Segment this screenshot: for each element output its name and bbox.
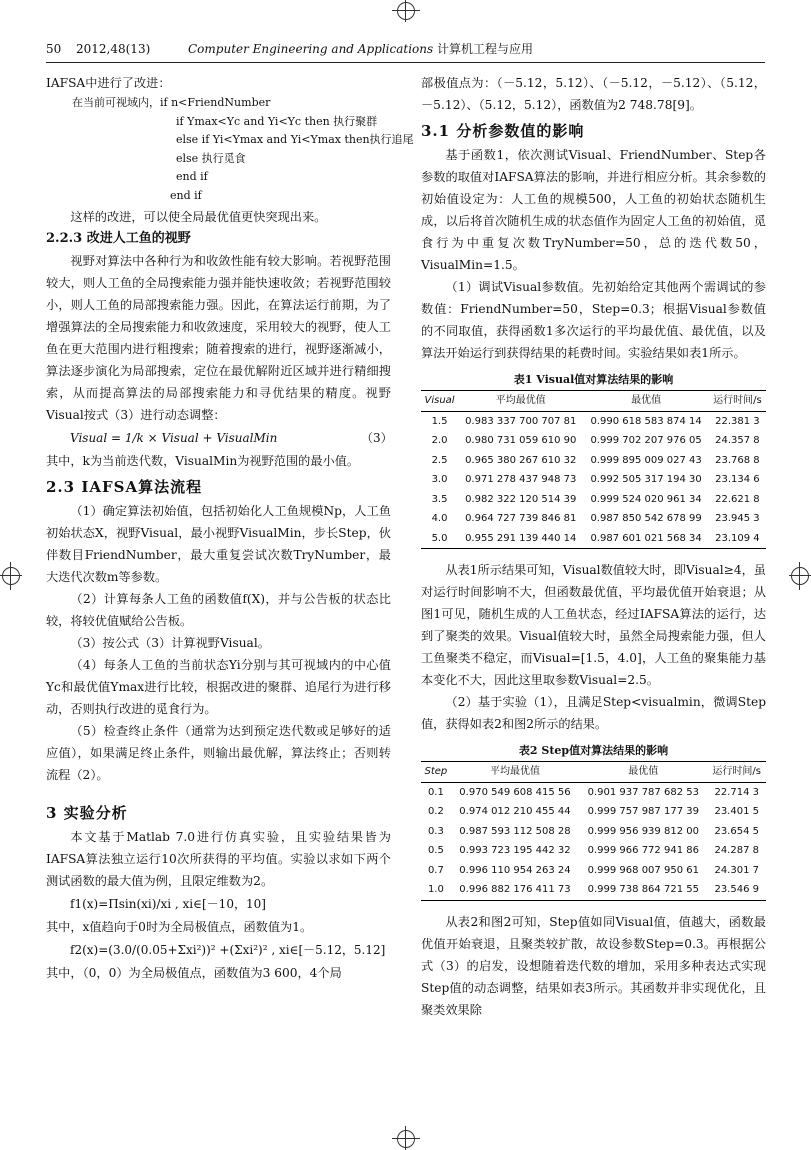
table-cell: 23.654 5 bbox=[714, 825, 759, 837]
volume-issue: 2012,48(13) bbox=[76, 42, 151, 56]
paragraph: 从表1所示结果可知，Visual数值较大时，即Visual≥4，虽对运行时间影响不大，但函数最优值，平均最优值开始衰退；从图1可见，随机生成的人工鱼状态，经过IAFSA算法的运行，达到了聚类的效果。Visual值较大时，虽然全局搜索能力强，但人工鱼聚类不稳定，而Visual=[1.5，4.0]，人工鱼的聚集能力基本变化不大，因此这里取参数Visual=2.5。 bbox=[421, 563, 766, 687]
equation-3 bbox=[46, 426, 391, 450]
journal-title-cn: 计算机工程与应用 bbox=[436, 42, 533, 56]
table-row bbox=[421, 861, 766, 881]
table-cell: 0.992 505 317 194 30 bbox=[590, 474, 702, 485]
table-cell: 24.357 8 bbox=[715, 435, 760, 446]
table-1 bbox=[421, 390, 766, 549]
table-header: 平均最优值 bbox=[451, 762, 579, 783]
table-cell: 0.990 618 583 874 14 bbox=[590, 415, 702, 427]
page-number: 50 bbox=[46, 42, 62, 56]
function-2: f2(x)=(3.0/(0.05+Σxi²))² +(Σxi²)² , xi∈[－5.12，5.12] bbox=[70, 942, 386, 957]
table-row bbox=[421, 451, 766, 471]
step-1: （1）确定算法初始值，包括初始化人工鱼规模Np，人工鱼初始状态X，视野Visual，最小视野VisualMin，步长Step，伙伴数目FriendNumber，最大重复尝试次数TryNumber，最大迭代次数m等参数。 bbox=[46, 503, 391, 584]
step-5: （5）检查终止条件（通常为达到预定迭代数或足够好的适应值），如果满足终止条件，则输出最优解，算法终止；否则转流程（2）。 bbox=[46, 723, 391, 782]
table-cell: 0.999 738 864 721 55 bbox=[579, 880, 707, 900]
table-row bbox=[421, 880, 766, 900]
table-cell: 0.955 291 139 440 14 bbox=[458, 529, 583, 549]
table-cell: 23.401 5 bbox=[714, 806, 759, 817]
section-heading-3: 3 实验分析 bbox=[46, 803, 128, 822]
table-row bbox=[421, 411, 766, 431]
table-cell: 24.301 7 bbox=[714, 864, 759, 876]
function-1: f1(x)=Πsin(xi)/xi , xi∈[－10，10] bbox=[70, 896, 266, 911]
equation-number: （3） bbox=[361, 430, 393, 445]
table-row bbox=[421, 431, 766, 451]
table-row bbox=[421, 509, 766, 529]
table-cell: 23.945 3 bbox=[715, 513, 760, 524]
table-cell: 0.999 702 207 976 05 bbox=[590, 435, 702, 446]
table-cell: 0.982 322 120 514 39 bbox=[465, 493, 577, 505]
table-header: 运行时间/s bbox=[709, 391, 766, 412]
journal-title-en: Computer Engineering and Applications bbox=[188, 42, 434, 56]
table-cell: 0.964 727 739 846 81 bbox=[465, 513, 577, 524]
table-cell: 0.965 380 267 610 32 bbox=[465, 454, 577, 466]
table-row bbox=[421, 782, 766, 802]
equation-body: Visual = 1/k × Visual + VisualMin bbox=[70, 430, 278, 445]
table-cell: 0.999 956 939 812 00 bbox=[587, 825, 699, 837]
table-cell: 1.0 bbox=[421, 880, 451, 900]
code-line: end if bbox=[176, 170, 208, 184]
table-cell: 23.546 9 bbox=[707, 880, 766, 900]
table-row bbox=[421, 490, 766, 510]
code-line: end if bbox=[170, 188, 202, 202]
code-line: if Ymax<Yc and Yi<Yc then 执行聚群 bbox=[176, 114, 378, 128]
table-row bbox=[421, 841, 766, 861]
paragraph: 其中，x值趋向于0时为全局极值点，函数值为1。 bbox=[46, 919, 313, 934]
table-cell: 0.971 278 437 948 73 bbox=[465, 474, 577, 485]
table-cell: 4.0 bbox=[431, 513, 448, 524]
table-cell: 0.901 937 787 682 53 bbox=[587, 786, 699, 798]
table-cell: 0.999 966 772 941 86 bbox=[587, 845, 699, 856]
table-row bbox=[421, 802, 766, 822]
registration-mark-left bbox=[0, 562, 22, 590]
table-header: Visual bbox=[421, 391, 458, 412]
table-cell: 23.134 6 bbox=[715, 474, 760, 485]
paragraph: 其中，（0，0）为全局极值点，函数值为3 600，4个局 bbox=[46, 965, 342, 980]
table-cell: 0.987 601 021 568 34 bbox=[583, 529, 708, 549]
table-cell: 3.0 bbox=[431, 474, 448, 485]
paragraph: 本文基于Matlab 7.0进行仿真实验，且实验结果皆为IAFSA算法独立运行10次所获得的平均值。实验以求如下两个测试函数的最大值为例，且限定维数为2。 bbox=[46, 829, 391, 888]
table-cell: 0.999 968 007 950 61 bbox=[587, 864, 699, 876]
table-header: 最优值 bbox=[583, 391, 708, 412]
paragraph: 从表2和图2可知，Step值如同Visual值，值越大，函数最优值开始衰退，且聚类较扩散，故设参数Step=0.3。再根据公式（3）的启发，设想随着迭代数的增加，采用多种表达式实现Step值的动态调整，结果如表3所示。其函数并非实现优化，且聚类效果除 bbox=[421, 914, 766, 1017]
table-header: Step bbox=[421, 762, 451, 783]
table-cell: 22.621 8 bbox=[715, 493, 760, 505]
table-header: 平均最优值 bbox=[458, 391, 583, 412]
table-cell: 0.999 757 987 177 39 bbox=[587, 806, 699, 817]
journal-title bbox=[188, 40, 765, 58]
paragraph: 其中，k为当前迭代数，VisualMin为视野范围的最小值。 bbox=[46, 453, 360, 468]
table-cell: 0.996 110 954 263 24 bbox=[459, 864, 571, 876]
table-cell: 0.3 bbox=[427, 825, 444, 837]
table-header: 最优值 bbox=[579, 762, 707, 783]
paragraph: 基于函数1，依次测试Visual、FriendNumber、Step各参数的取值对IAFSA算法的影响，并进行相应分析。其余参数的初始值设定为：人工鱼的规模500，人工鱼的初始状态随机生成，以后将首次随机生成的状态值作为固定人工鱼的初始值，觅食行为中重复次数TryNumber=50，总的迭代数50，VisualMin=1.5。 bbox=[421, 148, 766, 272]
table-cell: 0.980 731 059 610 90 bbox=[465, 435, 577, 446]
table-row bbox=[421, 470, 766, 490]
paragraph: 视野对算法中各种行为和收敛性能有较大影响。若视野范围较大，则人工鱼的全局搜索能力强并能快速收敛；若视野范围较小，则人工鱼的局部搜索能力强。因此，在算法运行前期，为了增强算法的全局搜索能力和收敛速度，采用较大的视野，使人工鱼在更大范围内进行粗搜索；随着搜索的进行，视野逐渐减小，算法逐步演化为局部搜索，定位在最优解附近区域并进行精细搜索，从而提高算法的局部搜索能力和寻优结果的精度。视野Visual按式（3）进行动态调整： bbox=[46, 253, 391, 422]
table-cell: 0.987 850 542 678 99 bbox=[590, 513, 702, 524]
table-cell: 0.2 bbox=[427, 806, 444, 817]
section-heading-3-1: 3.1 分析参数值的影响 bbox=[421, 122, 585, 140]
table-cell: 24.287 8 bbox=[714, 845, 759, 856]
intro-line: IAFSA中进行了改进： bbox=[46, 76, 171, 90]
table-1-caption: 表1 Visual值对算法结果的影响 bbox=[513, 373, 674, 386]
pseudocode-block bbox=[46, 94, 414, 206]
section-heading-2-3: 2.3 IAFSA算法流程 bbox=[46, 477, 203, 496]
section-heading-2-2-3: 2.2.3 改进人工鱼的视野 bbox=[46, 230, 191, 246]
table-row bbox=[421, 529, 766, 549]
table-cell: 0.7 bbox=[427, 864, 444, 876]
left-column bbox=[46, 72, 414, 984]
table-cell: 0.993 723 195 442 32 bbox=[459, 845, 571, 856]
registration-mark-bottom bbox=[392, 1126, 420, 1150]
table-cell: 0.5 bbox=[427, 845, 444, 856]
right-column bbox=[421, 72, 766, 1021]
table-cell: 5.0 bbox=[421, 529, 458, 549]
registration-mark-right bbox=[789, 562, 811, 590]
code-line: 在当前可视域内，if n<FriendNumber bbox=[72, 96, 271, 109]
table-cell: 2.0 bbox=[431, 435, 448, 446]
code-line: else 执行觅食 bbox=[176, 151, 246, 165]
table-cell: 0.974 012 210 455 44 bbox=[459, 806, 571, 817]
registration-mark-top bbox=[392, 0, 420, 22]
running-header bbox=[46, 40, 765, 58]
table-cell: 0.999 524 020 961 34 bbox=[590, 493, 702, 505]
table-cell: 3.5 bbox=[431, 493, 448, 505]
table-cell: 0.1 bbox=[427, 786, 444, 798]
table-cell: 23.109 4 bbox=[709, 529, 766, 549]
header-rule bbox=[46, 62, 765, 63]
code-line: else if Yi<Ymax and Yi<Ymax then执行追尾 bbox=[176, 133, 414, 147]
table-cell: 22.714 3 bbox=[714, 786, 759, 798]
paragraph: 这样的改进，可以使全局最优值更快突现出来。 bbox=[70, 209, 327, 224]
table-cell: 0.983 337 700 707 81 bbox=[465, 415, 577, 427]
table-header: 运行时间/s bbox=[707, 762, 766, 783]
table-cell: 0.996 882 176 411 73 bbox=[451, 880, 579, 900]
table-cell: 1.5 bbox=[431, 415, 448, 427]
table-cell: 0.970 549 608 415 56 bbox=[459, 786, 571, 798]
step-2: （2）计算每条人工鱼的函数值f(X)，并与公告板的状态比较，将较优值赋给公告板。 bbox=[46, 591, 391, 628]
paragraph: 部极值点为：（－5.12，5.12）、（－5.12，－5.12）、（5.12，－5.12）、（5.12，5.12），函数值为2 748.78[9]。 bbox=[421, 76, 766, 112]
table-2-caption: 表2 Step值对算法结果的影响 bbox=[518, 744, 669, 757]
table-cell: 23.768 8 bbox=[715, 454, 760, 466]
paragraph: （1）调试Visual参数值。先初始给定其他两个需调试的参数值：FriendNumber=50，Step=0.3；根据Visual参数值的不同取值，获得函数1多次运行的平均最优值、最优值，以及算法开始运行到获得结果的耗费时间。实验结果如表1所示。 bbox=[421, 280, 766, 360]
step-3: （3）按公式（3）计算视野Visual。 bbox=[70, 635, 270, 650]
paragraph: （2）基于实验（1），且满足Step<visualmin，微调Step值，获得如表2和图2所示的结果。 bbox=[421, 695, 766, 731]
table-2 bbox=[421, 761, 766, 901]
table-cell: 0.987 593 112 508 28 bbox=[459, 825, 571, 837]
table-cell: 0.999 895 009 027 43 bbox=[590, 454, 702, 466]
step-4: （4）每条人工鱼的当前状态Yi分别与其可视域内的中心值Yc和最优值Ymax进行比较，根据改进的聚群、追尾行为进行移动，否则执行改进的觅食行为。 bbox=[46, 657, 391, 716]
table-cell: 2.5 bbox=[431, 454, 448, 466]
table-row bbox=[421, 822, 766, 842]
table-cell: 22.381 3 bbox=[715, 415, 760, 427]
